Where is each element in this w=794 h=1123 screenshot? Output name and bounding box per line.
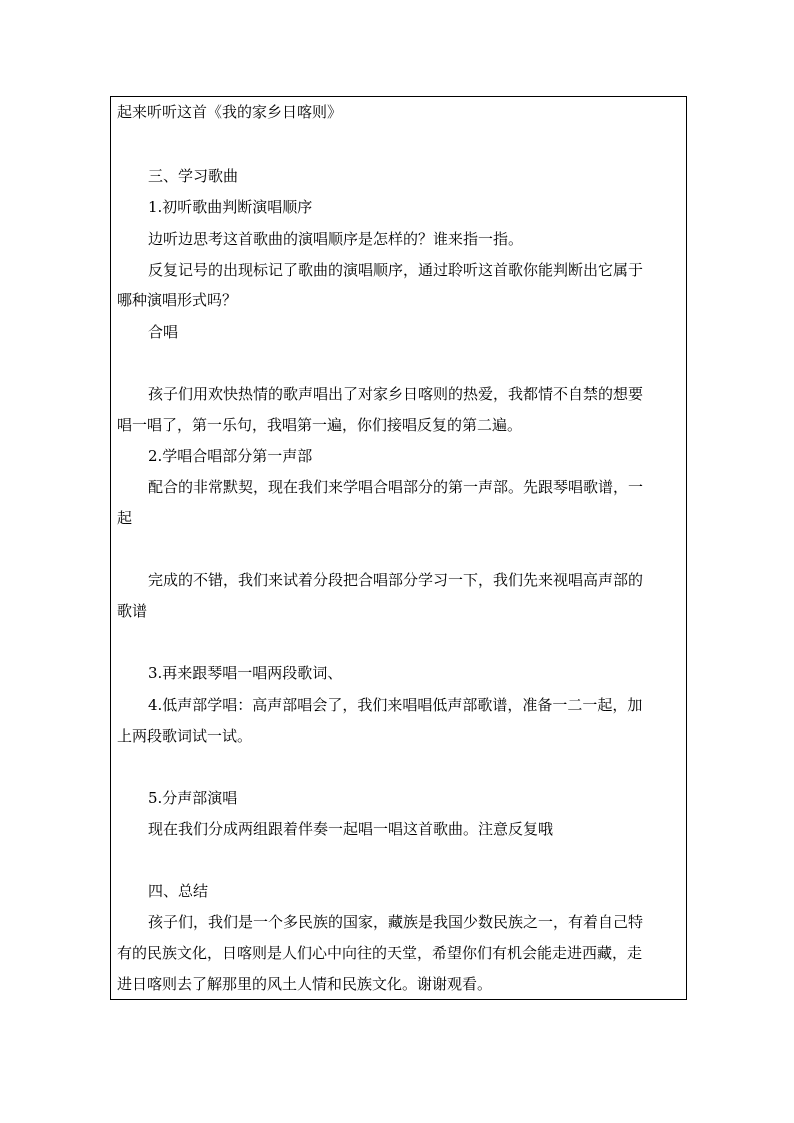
section-heading: 四、总结 xyxy=(148,882,209,900)
paragraph-line: 哪种演唱形式吗？ xyxy=(117,291,238,309)
paragraph-line: 歌谱 xyxy=(117,602,148,620)
paragraph-line: 现在我们分成两组跟着伴奏一起唱一唱这首歌曲。注意反复哦 xyxy=(148,820,554,838)
subsection-heading: 2.学唱合唱部分第一声部 xyxy=(148,447,313,465)
paragraph-line: 边听边思考这首歌曲的演唱顺序是怎样的？谁来指一指。 xyxy=(148,230,524,248)
paragraph-line: 4.低声部学唱：高声部唱会了，我们来唱唱低声部歌谱，准备一二一起，加 xyxy=(148,696,643,714)
paragraph-line: 进日喀则去了解那里的风土人情和民族文化。谢谢观看。 xyxy=(117,975,493,993)
paragraph-line: 完成的不错，我们来试着分段把合唱部分学习一下，我们先来视唱高声部的 xyxy=(148,571,644,589)
paragraph-line: 有的民族文化，日喀则是人们心中向往的天堂，希望你们有机会能走进西藏，走 xyxy=(117,944,643,962)
paragraph-line: 配合的非常默契，现在我们来学唱合唱部分的第一声部。先跟琴唱歌谱，一 xyxy=(148,478,644,496)
paragraph-line: 起 xyxy=(117,509,133,527)
subsection-heading: 5.分声部演唱 xyxy=(148,789,238,807)
subsection-heading: 1.初听歌曲判断演唱顺序 xyxy=(148,198,313,216)
paragraph-line: 反复记号的出现标记了歌曲的演唱顺序，通过聆听这首歌你能判断出它属于 xyxy=(148,261,644,279)
paragraph-line: 唱一唱了，第一乐句，我唱第一遍，你们接唱反复的第二遍。 xyxy=(117,416,523,434)
subsection-heading: 3.再来跟琴唱一唱两段歌词、 xyxy=(148,664,343,682)
paragraph-line: 孩子们用欢快热情的歌声唱出了对家乡日喀则的热爱，我都情不自禁的想要 xyxy=(148,385,644,403)
paragraph-line: 上两段歌词试一试。 xyxy=(117,727,253,745)
section-heading: 三、学习歌曲 xyxy=(148,167,239,185)
paragraph-line: 合唱 xyxy=(148,323,179,341)
text-line: 起来听听这首《我的家乡日喀则》 xyxy=(117,103,343,121)
paragraph-line: 孩子们，我们是一个多民族的国家，藏族是我国少数民族之一，有着自己特 xyxy=(148,913,644,931)
